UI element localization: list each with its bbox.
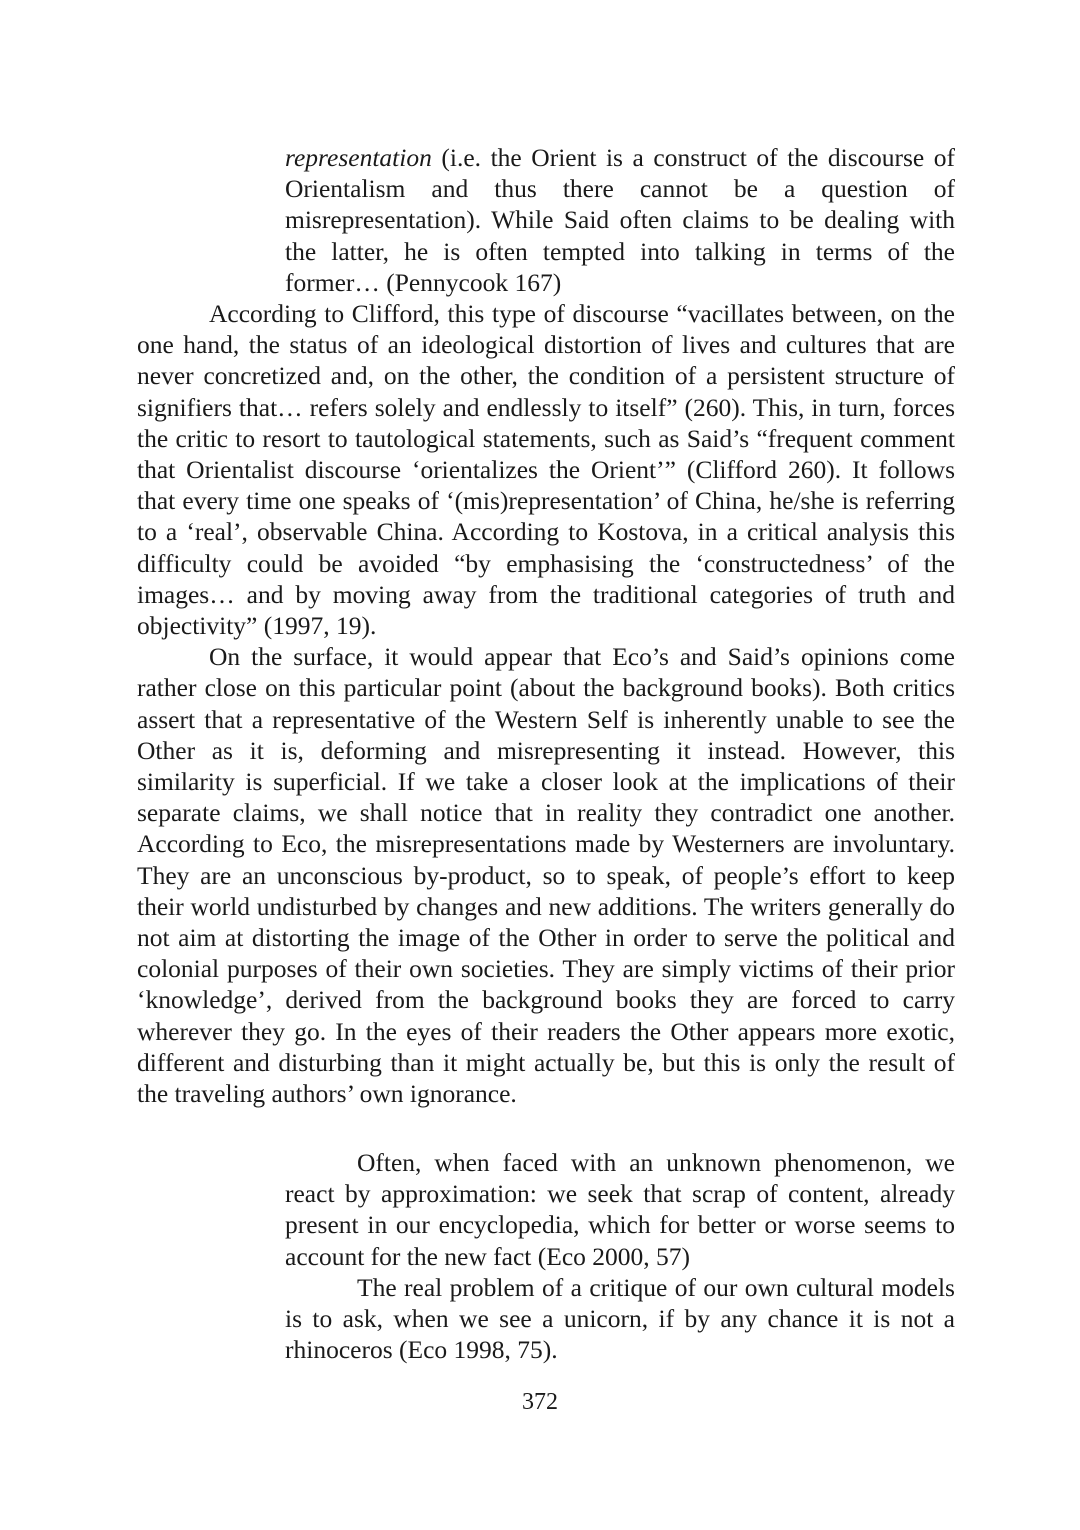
body-paragraph-clifford: According to Clifford, this type of discourse “vacillates between, on the one hand, the status of an ideological distortion of lives and cultures that are never concretized and, on the other, the condition of a persistent structure of signifiers that… refers solely and endlessly to itself” (260). This, in turn, forces the critic to resort to tautological statements, such as Said’s “frequent comment that Orientalist discourse ‘orientalizes the Orient’” (Clifford 260). It follows that every time one speaks of ‘(mis)representation’ of China, he/she is referring to a ‘real’, observable China. According to Kostova, in a critical analysis this difficulty could be avoided “by emphasising the ‘constructedness’ of the images… and by moving away from the traditional categories of truth and objectivity” (1997, 19). <box>137 299 955 641</box>
main-body <box>137 298 955 1109</box>
body-paragraph-eco-said: On the surface, it would appear that Eco’s and Said’s opinions come rather close on this particular point (about the background books). Both critics assert that a representative of the Western Self is inherently unable to see the Other as it is, deforming and misrepresenting it instead. However, this similarity is superficial. If we take a closer look at the implications of their separate claims, we shall notice that in reality they contradict one another. According to Eco, the misrepresentations made by Westerners are involuntary. They are an unconscious by-product, so to speak, of people’s effort to keep their world undisturbed by changes and new additions. The writers generally do not aim at distorting the image of the Other in order to serve the political and colonial purposes of their own societies. They are simply victims of their prior ‘knowledge’, derived from the background books they are forced to carry wherever they go. In the eyes of their readers the Other appears more exotic, different and disturbing than it might actually be, but this is only the result of the traveling authors’ own ignorance. <box>137 642 955 1109</box>
block-quote-top <box>285 142 955 298</box>
block-quote-bottom <box>285 1147 955 1365</box>
block-quote-eco-1998: The real problem of a critique of our own cultural models is to ask, when we see a unicorn, if by any chance it is not a rhinoceros (Eco 1998, 75). <box>285 1272 955 1365</box>
page-number: 372 <box>522 1389 558 1415</box>
block-quote-top-text: (i.e. the Orient is a construct of the discourse of Orientalism and thus there cannot be a question of misrepresentation). While Said often claims to be dealing with the latter, he is often tempted into talking in terms of the former… (Pennycook 167) <box>285 143 955 297</box>
italic-term: representation <box>285 143 432 172</box>
block-quote-eco-2000: Often, when faced with an unknown phenomenon, we react by approximation: we seek that scrap of content, already present in our encyclopedia, which for better or worse seems to account for the new fact (Eco 2000, 57) <box>285 1148 955 1271</box>
block-quote-top-paragraph <box>285 142 955 298</box>
